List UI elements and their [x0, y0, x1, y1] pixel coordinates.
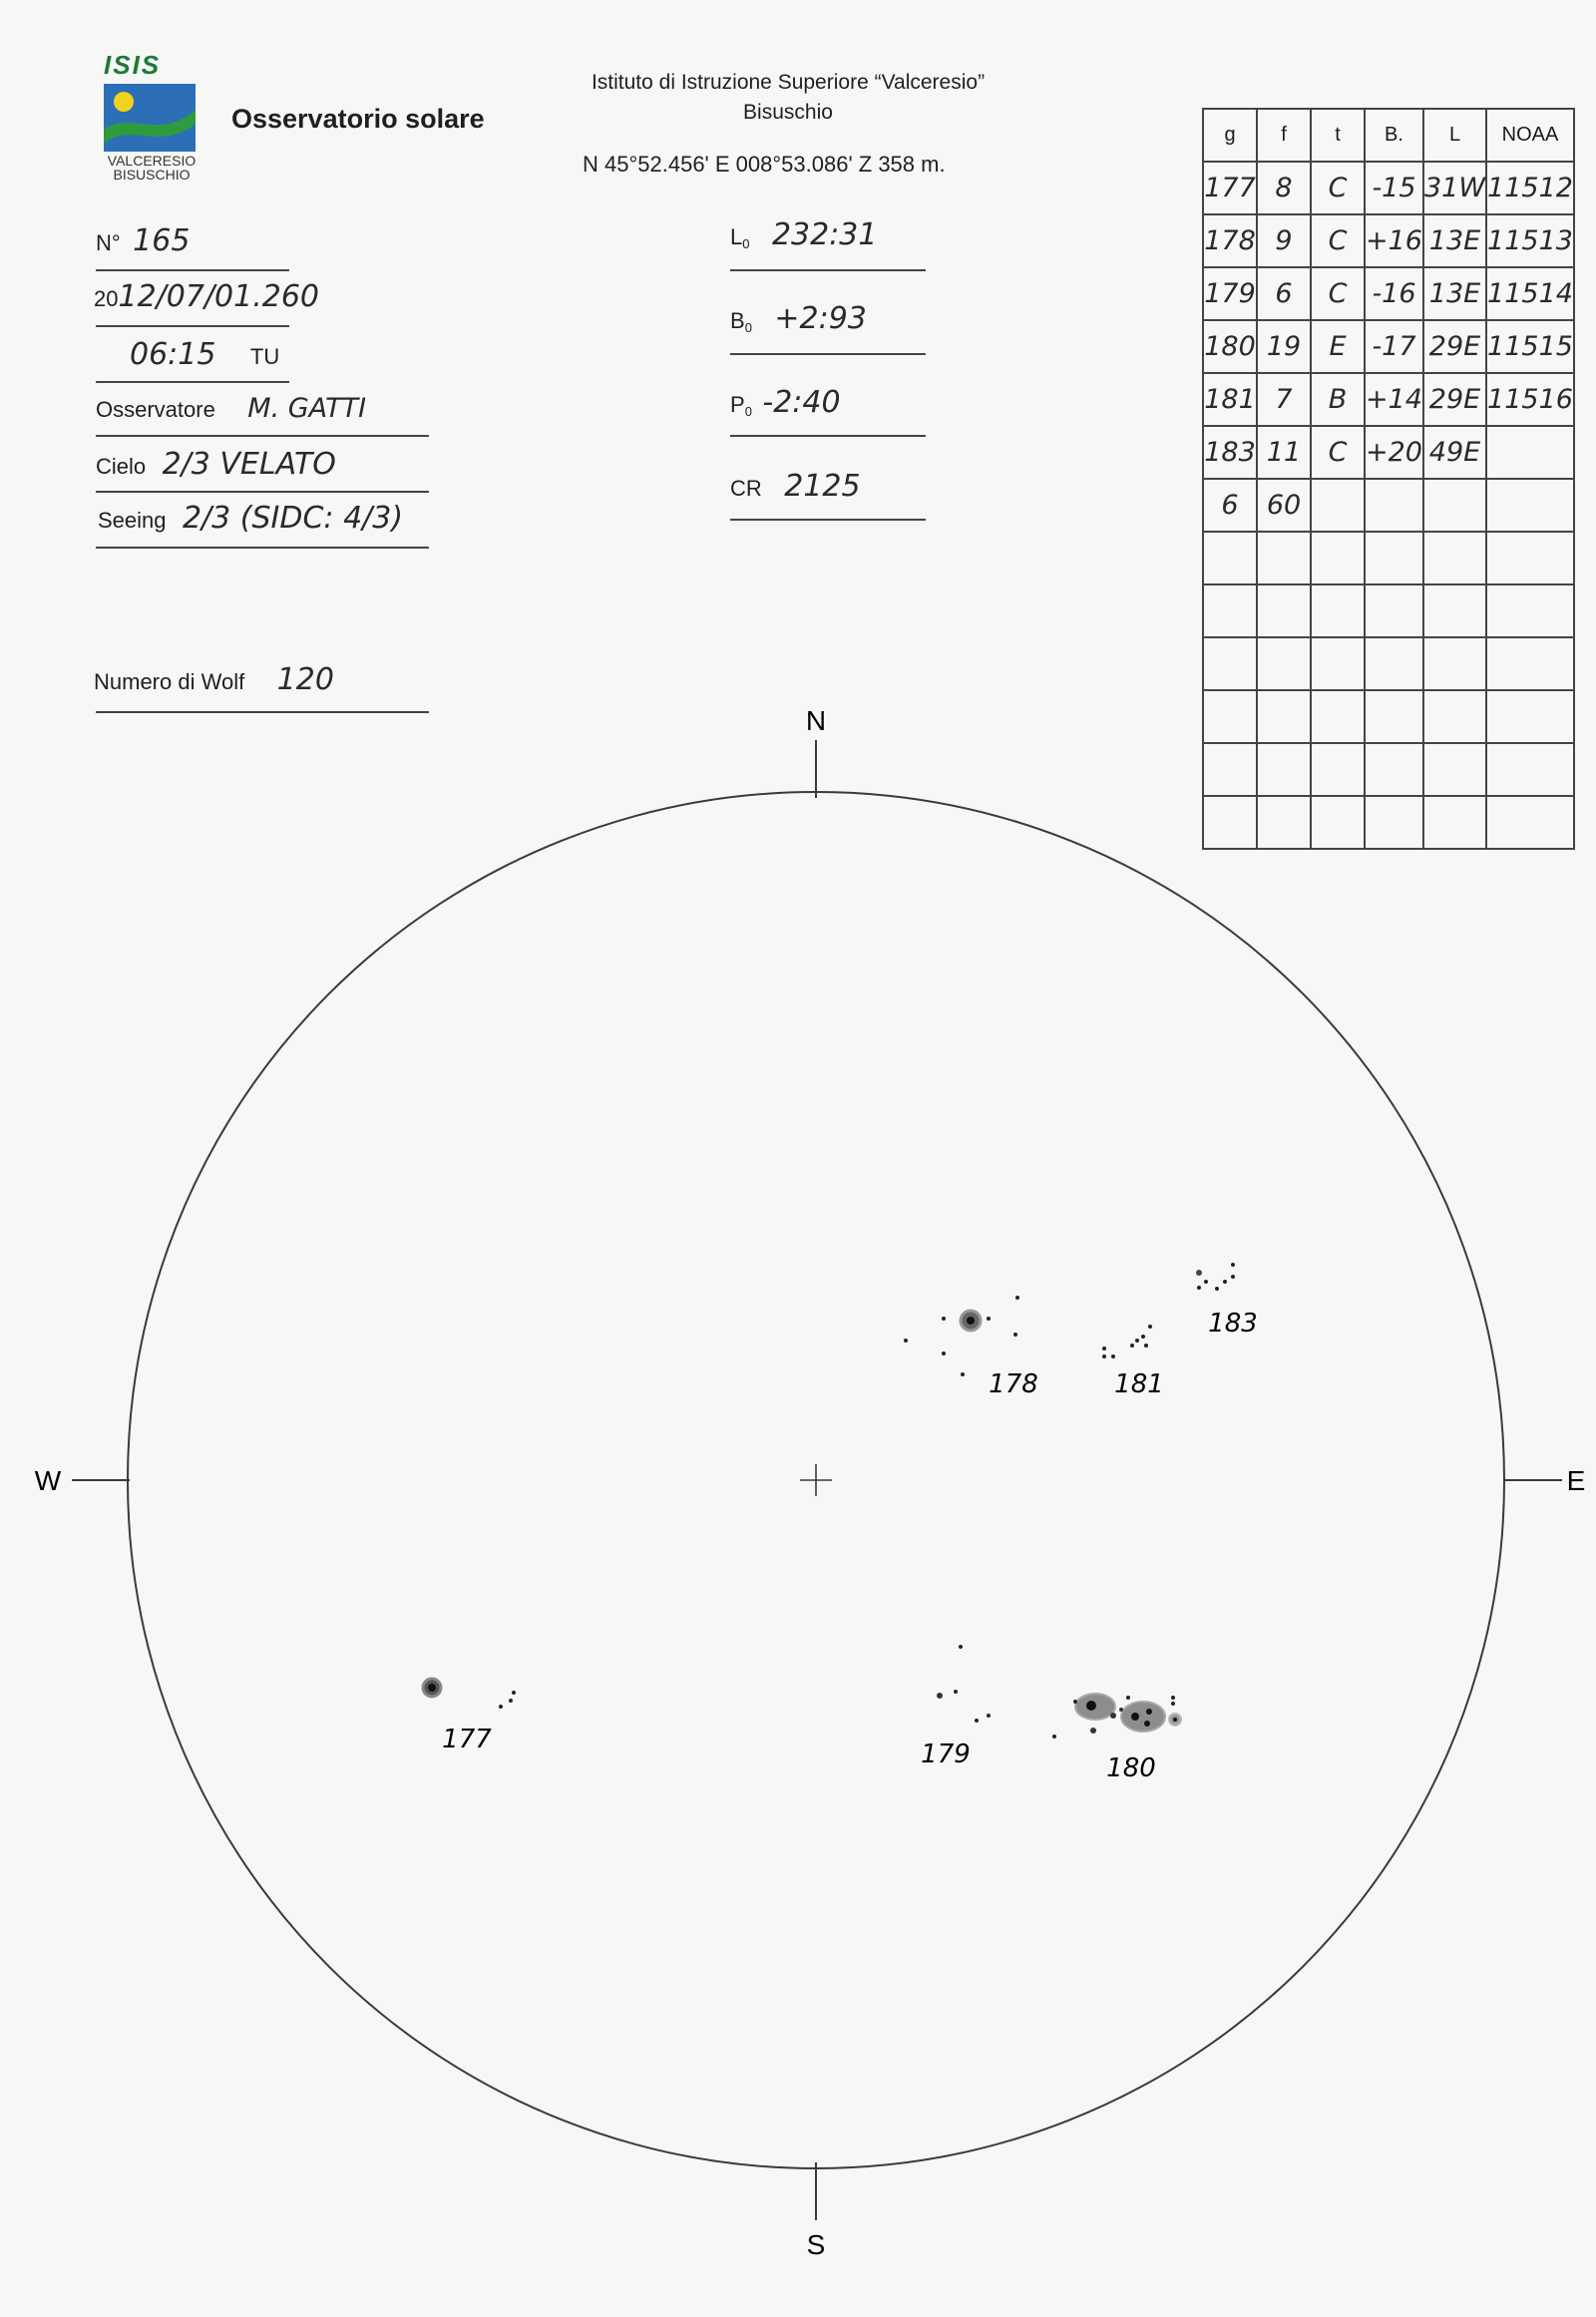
table-cell: 7: [1257, 373, 1311, 426]
group-label-178: 178: [989, 1369, 1038, 1399]
p0-field: $P_0$ -2:40: [730, 385, 841, 420]
wolf-number-field: Numero di Wolf 120: [94, 662, 334, 697]
east-label: E: [1566, 1465, 1586, 1496]
table-cell: 19: [1257, 320, 1311, 373]
table-cell: -16: [1365, 267, 1423, 320]
table-cell: C: [1311, 214, 1365, 267]
table-cell: 11: [1257, 426, 1311, 479]
table-cell: 9: [1257, 214, 1311, 267]
sky-field: Cielo 2/3 VELATO: [96, 447, 336, 482]
table-cell: C: [1311, 162, 1365, 214]
table-cell: C: [1311, 426, 1365, 479]
carrington-rotation-field: CR 2125: [730, 469, 861, 504]
institute-name: Istituto di Istruzione Superiore “Valceresio”: [591, 71, 986, 94]
sunspot-group-181: [1102, 1325, 1164, 1399]
table-cell: 13E: [1423, 267, 1486, 320]
table-cell: 29E: [1423, 373, 1486, 426]
table-cell: 178: [1203, 214, 1257, 267]
site-coordinates: N 45°52.456' E 008°53.086' Z 358 m.: [583, 152, 946, 177]
sunspot-group-179: [921, 1645, 991, 1769]
table-cell: 181: [1203, 373, 1257, 426]
record-number: N° 165: [96, 223, 191, 258]
sunspot-group-177: [423, 1679, 516, 1754]
table-cell: -17: [1365, 320, 1423, 373]
table-cell: 183: [1203, 426, 1257, 479]
table-cell: 8: [1257, 162, 1311, 214]
institute-town: Bisuschio: [743, 101, 833, 124]
table-cell: 177: [1203, 162, 1257, 214]
logo-wordmark: ISIS: [104, 50, 162, 80]
table-cell: +20: [1365, 426, 1423, 479]
table-cell: 31W: [1423, 162, 1486, 214]
table-cell: E: [1311, 320, 1365, 373]
header-l: L: [1423, 109, 1486, 162]
north-label: N: [805, 705, 827, 736]
sunspot-group-178: [904, 1296, 1038, 1399]
table-cell: 179: [1203, 267, 1257, 320]
table-cell: B: [1311, 373, 1365, 426]
table-cell: 11513: [1486, 214, 1574, 267]
l0-field: $L_0$ 232:31: [730, 217, 878, 252]
south-label: S: [806, 2229, 826, 2260]
group-label-179: 179: [921, 1739, 971, 1769]
group-label-177: 177: [442, 1725, 492, 1754]
header-noaa: NOAA: [1486, 109, 1574, 162]
sunspot-group-183: [1196, 1263, 1258, 1339]
table-cell: 6: [1257, 267, 1311, 320]
table-cell: 11512: [1486, 162, 1574, 214]
header-t: t: [1311, 109, 1365, 162]
header-g: g: [1203, 109, 1257, 162]
observation-time: 06:15 TU: [130, 337, 280, 372]
seeing-field: Seeing 2/3 (SIDC: 4/3): [98, 501, 404, 536]
group-label-183: 183: [1208, 1309, 1258, 1339]
observation-date: 2012/07/01.260: [94, 279, 320, 314]
observer-field: Osservatore M. GATTI: [96, 393, 367, 424]
table-cell: -15: [1365, 162, 1423, 214]
sunspot-group-180: [1052, 1694, 1181, 1783]
table-cell: 13E: [1423, 214, 1486, 267]
header-b: B.: [1365, 109, 1423, 162]
table-cell: +14: [1365, 373, 1423, 426]
table-cell: 60: [1257, 479, 1311, 532]
table-cell: 49E: [1423, 426, 1486, 479]
table-cell: 180: [1203, 320, 1257, 373]
header-f: f: [1257, 109, 1311, 162]
group-label-181: 181: [1114, 1369, 1164, 1399]
group-label-180: 180: [1106, 1753, 1156, 1783]
table-cell: +16: [1365, 214, 1423, 267]
table-cell: 11514: [1486, 267, 1574, 320]
table-cell: 29E: [1423, 320, 1486, 373]
table-cell: 11515: [1486, 320, 1574, 373]
b0-field: $B_0$ +2:93: [730, 301, 867, 336]
west-label: W: [34, 1465, 62, 1496]
table-cell: 11516: [1486, 373, 1574, 426]
logo-subtitle: VALCERESIO BISUSCHIO: [107, 153, 197, 183]
table-cell: C: [1311, 267, 1365, 320]
table-cell: 6: [1203, 479, 1257, 532]
observatory-title: Osservatorio solare: [231, 104, 485, 134]
